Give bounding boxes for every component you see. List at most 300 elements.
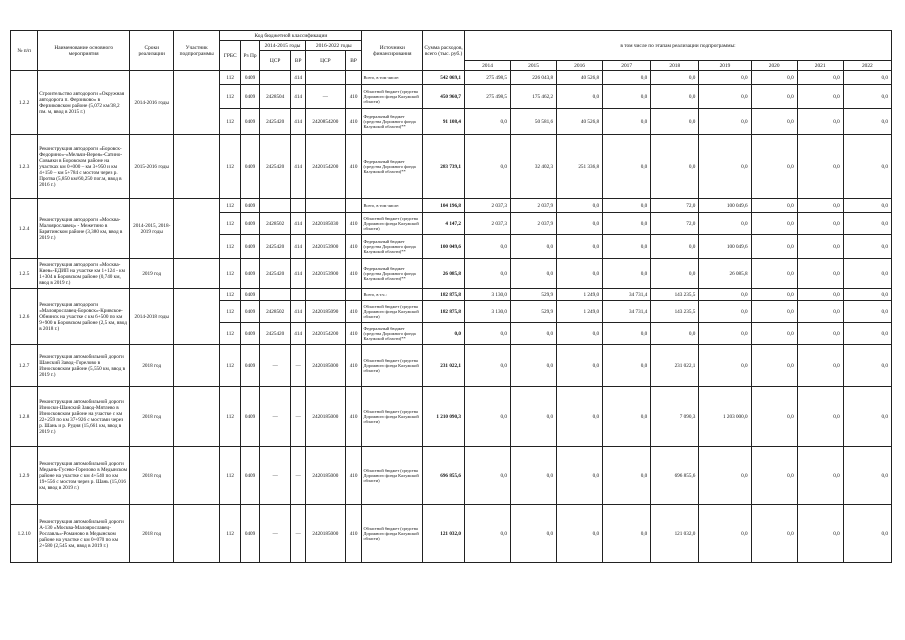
- year-value-2015: 0,0: [511, 387, 557, 447]
- table-body: [11, 71, 892, 563]
- row-number: 1.2.10: [11, 505, 38, 563]
- participant-cell: [174, 135, 220, 199]
- funding-source: Областной бюджет (средства Дорожного фонда Калужской области): [362, 345, 423, 387]
- rzpr-code: 0409: [241, 323, 260, 345]
- row-number: 1.2.3: [11, 135, 38, 199]
- year-value-2014: 2 037,3: [464, 213, 510, 235]
- grbs-code: 112: [220, 135, 241, 199]
- year-value-2021: 0,0: [797, 199, 843, 213]
- year-value-2014: 0,0: [464, 387, 510, 447]
- csr-2016-2022: [305, 199, 345, 213]
- grbs-code: 112: [220, 85, 241, 109]
- grbs-code: 112: [220, 323, 241, 345]
- participant-cell: [174, 289, 220, 345]
- vr-2016-2022: [345, 199, 362, 213]
- year-value-2022: 0,0: [843, 85, 891, 109]
- year-value-2016: 0,0: [557, 323, 603, 345]
- header-stages: в том числе по этапам реализации подпрограммы:: [464, 31, 891, 61]
- year-value-2017: 0,0: [603, 199, 651, 213]
- year-value-2020: 0,0: [751, 323, 797, 345]
- activity-period: 2018 год: [130, 345, 174, 387]
- csr-2016-2022: 2420185000: [305, 345, 345, 387]
- csr-2016-2022: 2420185030: [305, 213, 345, 235]
- funding-source: Всего, в том числе:: [362, 199, 423, 213]
- year-value-2021: 0,0: [797, 235, 843, 259]
- vr-2016-2022: 410: [345, 447, 362, 505]
- table-row: [11, 135, 892, 199]
- csr-2016-2022: 2420153900: [305, 235, 345, 259]
- year-value-2022: 0,0: [843, 387, 891, 447]
- activity-period: 2018 год: [130, 505, 174, 563]
- year-value-2022: 0,0: [843, 135, 891, 199]
- year-value-2020: 0,0: [751, 135, 797, 199]
- vr-2014-2015: 414: [291, 71, 306, 85]
- year-value-2016: 40 526,8: [557, 71, 603, 85]
- year-value-2015: 0,0: [511, 323, 557, 345]
- grbs-code: 112: [220, 109, 241, 135]
- table-row: [11, 259, 892, 289]
- total-sum: 450 960,7: [423, 85, 465, 109]
- table-row: [11, 71, 892, 85]
- activity-period: 2018 год: [130, 447, 174, 505]
- funding-source: Всего, в том числе:: [362, 71, 423, 85]
- total-sum: 100 049,6: [423, 235, 465, 259]
- year-value-2015: 0,0: [511, 235, 557, 259]
- vr-2016-2022: [345, 289, 362, 301]
- participant-cell: [174, 447, 220, 505]
- header-participant: Участник подпрограммы: [174, 31, 220, 71]
- rzpr-code: 0409: [241, 387, 260, 447]
- csr-2016-2022: 2420854200: [305, 109, 345, 135]
- csr-2014-2015: —: [259, 505, 290, 563]
- vr-2014-2015: —: [291, 447, 306, 505]
- header-vr2: ВР: [345, 51, 362, 71]
- year-value-2019: 0,0: [699, 301, 751, 323]
- activity-name: Реконструкция автомобильной дороги А-130 «Москва-Малоярославец-Рославль»-Романово в Медынском районе на участке с км 0+070 по км 2+580 (2,545 км, ввод в 2019 г.): [38, 505, 130, 563]
- year-value-2016: 0,0: [557, 447, 603, 505]
- funding-source: Федеральный бюджет (средства Дорожного фонда Калужской области)**: [362, 259, 423, 289]
- rzpr-code: 0409: [241, 213, 260, 235]
- document-sheet: [10, 30, 892, 563]
- total-sum: 4 147,2: [423, 213, 465, 235]
- vr-2014-2015: 414: [291, 109, 306, 135]
- vr-2014-2015: 414: [291, 323, 306, 345]
- year-value-2022: 0,0: [843, 235, 891, 259]
- rzpr-code: 0409: [241, 199, 260, 213]
- activity-name: Строительство автодороги «Окружная автодорога п. Ферзиково» в Ферзиковском районе (5,072 км/38,2 пм. м, ввод в 2015 г.): [38, 71, 130, 135]
- funding-source: Областной бюджет (средства Дорожного фонда Калужской области): [362, 213, 423, 235]
- year-value-2018: 143 235,5: [651, 301, 699, 323]
- year-value-2019: 100 049,6: [699, 235, 751, 259]
- funding-source: Областной бюджет (средства Дорожного фонда Калужской области): [362, 387, 423, 447]
- year-value-2015: 2 037,9: [511, 213, 557, 235]
- header-year-2017: 2017: [603, 61, 651, 71]
- year-value-2018: 696 855,6: [651, 447, 699, 505]
- rzpr-code: 0409: [241, 259, 260, 289]
- year-value-2017: 0,0: [603, 71, 651, 85]
- year-value-2022: 0,0: [843, 259, 891, 289]
- year-value-2015: 529,9: [511, 301, 557, 323]
- grbs-code: 112: [220, 199, 241, 213]
- year-value-2016: 1 249,0: [557, 301, 603, 323]
- vr-2016-2022: 410: [345, 387, 362, 447]
- csr-2014-2015: —: [259, 345, 290, 387]
- year-value-2016: 0,0: [557, 505, 603, 563]
- year-value-2018: 0,0: [651, 235, 699, 259]
- activity-name: Реконструкция автодороги «Москва-Малоярославец» - Межетино в Барятинском районе (3,380 км, ввод в 2019 г.): [38, 199, 130, 259]
- year-value-2018: 121 032,0: [651, 505, 699, 563]
- year-value-2022: 0,0: [843, 301, 891, 323]
- header-csr1: ЦСР: [259, 51, 290, 71]
- total-sum: 696 855,6: [423, 447, 465, 505]
- year-value-2020: 0,0: [751, 505, 797, 563]
- year-value-2017: 0,0: [603, 259, 651, 289]
- grbs-code: 112: [220, 213, 241, 235]
- year-value-2015: 32 402,3: [511, 135, 557, 199]
- activity-period: 2015-2016 годы: [130, 135, 174, 199]
- year-value-2014: 0,0: [464, 109, 510, 135]
- year-value-2019: 0,0: [699, 447, 751, 505]
- csr-2016-2022: 2420154200: [305, 323, 345, 345]
- year-value-2019: 0,0: [699, 109, 751, 135]
- year-value-2017: 0,0: [603, 109, 651, 135]
- year-value-2014: 275 498,5: [464, 71, 510, 85]
- year-value-2021: 0,0: [797, 387, 843, 447]
- participant-cell: [174, 345, 220, 387]
- year-value-2016: 0,0: [557, 235, 603, 259]
- year-value-2018: 0,0: [651, 259, 699, 289]
- header-period: Сроки реализации: [130, 31, 174, 71]
- activity-period: 2014-2018 годы: [130, 289, 174, 345]
- year-value-2015: 529,9: [511, 289, 557, 301]
- activity-name: Реконструкция автодороги «Москва-Киев»-ЕДИП на участке км 1+124 - км 1+304 в Боровском районе (0,740 км, ввод в 2019 г.): [38, 259, 130, 289]
- participant-cell: [174, 259, 220, 289]
- csr-2016-2022: 2420154200: [305, 135, 345, 199]
- csr-2016-2022: 2420185000: [305, 447, 345, 505]
- csr-2014-2015: 2428504: [259, 85, 290, 109]
- table-row: [11, 387, 892, 447]
- year-value-2017: 34 731,4: [603, 301, 651, 323]
- vr-2014-2015: 414: [291, 85, 306, 109]
- year-value-2018: 0,0: [651, 85, 699, 109]
- year-value-2017: 0,0: [603, 235, 651, 259]
- row-number: 1.2.6: [11, 289, 38, 345]
- header-year-2016: 2016: [557, 61, 603, 71]
- vr-2014-2015: [291, 289, 306, 301]
- header-sum: Сумма расходов, всего (тыс. руб.): [423, 31, 465, 71]
- total-sum: 231 022,1: [423, 345, 465, 387]
- year-value-2015: 226 043,8: [511, 71, 557, 85]
- vr-2014-2015: 414: [291, 213, 306, 235]
- year-value-2019: 0,0: [699, 345, 751, 387]
- year-value-2019: 0,0: [699, 213, 751, 235]
- year-value-2019: 0,0: [699, 71, 751, 85]
- year-value-2016: 0,0: [557, 213, 603, 235]
- row-number: 1.2.7: [11, 345, 38, 387]
- csr-2014-2015: [259, 289, 290, 301]
- csr-2014-2015: —: [259, 447, 290, 505]
- csr-2014-2015: 2425420: [259, 135, 290, 199]
- grbs-code: 112: [220, 301, 241, 323]
- vr-2014-2015: [291, 199, 306, 213]
- header-vr1: ВР: [291, 51, 306, 71]
- grbs-code: 112: [220, 235, 241, 259]
- year-value-2017: 34 731,4: [603, 289, 651, 301]
- table-header: [11, 31, 892, 71]
- rzpr-code: 0409: [241, 235, 260, 259]
- row-number: 1.2.8: [11, 387, 38, 447]
- year-value-2015: 0,0: [511, 505, 557, 563]
- year-value-2015: 50 581,6: [511, 109, 557, 135]
- rzpr-code: 0409: [241, 71, 260, 85]
- activity-name: Реконструкция автодороги «Малоярославец-Боровск»-Кривское-Обнинск на участке с км 6+500 по км 9+900 в Боровском районе (2,5 км, ввод в 2018 г.): [38, 289, 130, 345]
- csr-2016-2022: 2420185090: [305, 301, 345, 323]
- total-sum: 91 108,4: [423, 109, 465, 135]
- year-value-2022: 0,0: [843, 505, 891, 563]
- vr-2016-2022: 410: [345, 505, 362, 563]
- year-value-2018: 0,0: [651, 71, 699, 85]
- rzpr-code: 0409: [241, 135, 260, 199]
- csr-2014-2015: 2425420: [259, 109, 290, 135]
- year-value-2019: 0,0: [699, 289, 751, 301]
- year-value-2014: 0,0: [464, 505, 510, 563]
- row-number: 1.2.2: [11, 71, 38, 135]
- vr-2016-2022: 410: [345, 235, 362, 259]
- year-value-2020: 0,0: [751, 85, 797, 109]
- year-value-2021: 0,0: [797, 135, 843, 199]
- header-year-2021: 2021: [797, 61, 843, 71]
- year-value-2018: 72,0: [651, 213, 699, 235]
- grbs-code: 112: [220, 387, 241, 447]
- year-value-2021: 0,0: [797, 289, 843, 301]
- header-year-2019: 2019: [699, 61, 751, 71]
- year-value-2015: 175 462,2: [511, 85, 557, 109]
- funding-source: Федеральный бюджет (средства Дорожного фонда Калужской области)**: [362, 323, 423, 345]
- year-value-2019: 26 085,8: [699, 259, 751, 289]
- header-year-2015: 2015: [511, 61, 557, 71]
- year-value-2018: 143 235,5: [651, 289, 699, 301]
- year-value-2014: 0,0: [464, 345, 510, 387]
- year-value-2017: 0,0: [603, 447, 651, 505]
- csr-2016-2022: [305, 71, 345, 85]
- year-value-2014: 0,0: [464, 323, 510, 345]
- year-value-2017: 0,0: [603, 505, 651, 563]
- total-sum: 283 739,1: [423, 135, 465, 199]
- total-sum: 542 069,1: [423, 71, 465, 85]
- year-value-2020: 0,0: [751, 289, 797, 301]
- rzpr-code: 0409: [241, 301, 260, 323]
- year-value-2017: 0,0: [603, 323, 651, 345]
- year-value-2020: 0,0: [751, 447, 797, 505]
- participant-cell: [174, 387, 220, 447]
- csr-2016-2022: 2420185000: [305, 387, 345, 447]
- year-value-2020: 0,0: [751, 71, 797, 85]
- year-value-2022: 0,0: [843, 323, 891, 345]
- csr-2016-2022: —: [305, 85, 345, 109]
- year-value-2021: 0,0: [797, 109, 843, 135]
- row-number: 1.2.9: [11, 447, 38, 505]
- csr-2014-2015: 2428502: [259, 213, 290, 235]
- year-value-2015: 0,0: [511, 345, 557, 387]
- vr-2014-2015: 414: [291, 235, 306, 259]
- funding-source: Федеральный бюджет (средства Дорожного фонда Калужской области)**: [362, 135, 423, 199]
- total-sum: 121 032,0: [423, 505, 465, 563]
- rzpr-code: 0409: [241, 447, 260, 505]
- funding-source: Областной бюджет (средства Дорожного фонда Калужской области): [362, 85, 423, 109]
- participant-cell: [174, 505, 220, 563]
- vr-2016-2022: 410: [345, 213, 362, 235]
- rzpr-code: 0409: [241, 289, 260, 301]
- year-value-2020: 0,0: [751, 345, 797, 387]
- year-value-2014: 0,0: [464, 135, 510, 199]
- year-value-2020: 0,0: [751, 199, 797, 213]
- header-name: Наименование основного мероприятия: [38, 31, 130, 71]
- total-sum: 182 875,8: [423, 301, 465, 323]
- activity-name: Реконструкция автодороги «Боровск-Федорино»-«Мельчи-Верея»-Сатино-Совьяки в Боровском районе на участках км 0+000 – км 3+950 и км 4+150 – км 5+784 с мостом через р. Протва (5,850 км/60,250 пог.м, ввод в 2016 г.): [38, 135, 130, 199]
- header-csr2: ЦСР: [305, 51, 345, 71]
- year-value-2020: 0,0: [751, 235, 797, 259]
- year-value-2018: 0,0: [651, 135, 699, 199]
- year-value-2019: 100 049,6: [699, 199, 751, 213]
- year-value-2014: 0,0: [464, 259, 510, 289]
- table-row: [11, 289, 892, 301]
- year-value-2016: 1 249,0: [557, 289, 603, 301]
- year-value-2021: 0,0: [797, 213, 843, 235]
- vr-2016-2022: 410: [345, 323, 362, 345]
- year-value-2021: 0,0: [797, 323, 843, 345]
- year-value-2014: 0,0: [464, 235, 510, 259]
- vr-2016-2022: 410: [345, 135, 362, 199]
- year-value-2015: 0,0: [511, 447, 557, 505]
- year-value-2014: 3 130,0: [464, 289, 510, 301]
- year-value-2022: 0,0: [843, 109, 891, 135]
- header-rzpr: Рз Пр: [241, 41, 260, 71]
- year-value-2015: 0,0: [511, 259, 557, 289]
- program-activities-table: [10, 30, 892, 563]
- funding-source: Всего, в т.ч.:: [362, 289, 423, 301]
- year-value-2022: 0,0: [843, 199, 891, 213]
- rzpr-code: 0409: [241, 85, 260, 109]
- year-value-2015: 2 037,9: [511, 199, 557, 213]
- header-year-2022: 2022: [843, 61, 891, 71]
- participant-cell: [174, 71, 220, 135]
- rzpr-code: 0409: [241, 109, 260, 135]
- year-value-2017: 0,0: [603, 345, 651, 387]
- vr-2016-2022: 410: [345, 109, 362, 135]
- year-value-2016: 0,0: [557, 85, 603, 109]
- vr-2014-2015: —: [291, 345, 306, 387]
- header-year-2014: 2014: [464, 61, 510, 71]
- year-value-2014: 2 037,3: [464, 199, 510, 213]
- vr-2014-2015: 414: [291, 135, 306, 199]
- vr-2014-2015: 414: [291, 301, 306, 323]
- year-value-2016: 40 526,8: [557, 109, 603, 135]
- year-value-2021: 0,0: [797, 345, 843, 387]
- year-value-2017: 0,0: [603, 213, 651, 235]
- funding-source: Областной бюджет (средства Дорожного фонда Калужской области): [362, 447, 423, 505]
- year-value-2019: 1 203 000,0: [699, 387, 751, 447]
- csr-2014-2015: 2425420: [259, 235, 290, 259]
- grbs-code: 112: [220, 447, 241, 505]
- year-value-2014: 275 498,5: [464, 85, 510, 109]
- year-value-2022: 0,0: [843, 71, 891, 85]
- csr-2014-2015: 2428502: [259, 301, 290, 323]
- year-value-2020: 0,0: [751, 387, 797, 447]
- year-value-2022: 0,0: [843, 213, 891, 235]
- year-value-2018: 7 090,3: [651, 387, 699, 447]
- year-value-2020: 0,0: [751, 259, 797, 289]
- year-value-2018: 72,0: [651, 199, 699, 213]
- grbs-code: 112: [220, 505, 241, 563]
- year-value-2021: 0,0: [797, 71, 843, 85]
- total-sum: 182 875,8: [423, 289, 465, 301]
- activity-period: 2018 год: [130, 387, 174, 447]
- year-value-2019: 0,0: [699, 505, 751, 563]
- vr-2014-2015: —: [291, 505, 306, 563]
- year-value-2022: 0,0: [843, 345, 891, 387]
- year-value-2014: 3 130,0: [464, 301, 510, 323]
- year-value-2019: 0,0: [699, 135, 751, 199]
- year-value-2018: 0,0: [651, 323, 699, 345]
- year-value-2022: 0,0: [843, 447, 891, 505]
- grbs-code: 112: [220, 259, 241, 289]
- rzpr-code: 0409: [241, 345, 260, 387]
- table-row: [11, 199, 892, 213]
- year-value-2016: 0,0: [557, 199, 603, 213]
- header-code: Код бюджетной классификации: [220, 31, 362, 41]
- vr-2016-2022: [345, 71, 362, 85]
- activity-period: 2014-2015, 2018-2019 годы: [130, 199, 174, 259]
- csr-2014-2015: —: [259, 387, 290, 447]
- total-sum: 26 085,8: [423, 259, 465, 289]
- grbs-code: 112: [220, 345, 241, 387]
- vr-2016-2022: 410: [345, 345, 362, 387]
- vr-2016-2022: 410: [345, 301, 362, 323]
- rzpr-code: 0409: [241, 505, 260, 563]
- funding-source: Федеральный бюджет (средства Дорожного фонда Калужской области)**: [362, 109, 423, 135]
- total-sum: 0,0: [423, 323, 465, 345]
- header-grbs: ГРБС: [220, 41, 241, 71]
- row-number: 1.2.4: [11, 199, 38, 259]
- csr-2014-2015: [259, 71, 290, 85]
- funding-source: Федеральный бюджет (средства Дорожного фонда Калужской области)**: [362, 235, 423, 259]
- vr-2014-2015: 414: [291, 259, 306, 289]
- table-row: [11, 447, 892, 505]
- activity-name: Реконструкция автомобильной дороги Медынь-Гусево-Горелово в Медынском районе на участке с км 4+540 по км 19+556 с мостом через р. Шань (15,016 км, ввод в 2019 г.): [38, 447, 130, 505]
- year-value-2019: 0,0: [699, 323, 751, 345]
- year-value-2018: 231 022,1: [651, 345, 699, 387]
- vr-2016-2022: 410: [345, 259, 362, 289]
- activity-name: Реконструкция автомобильной дороги Шанский Завод–Горелово в Износковском районе (5,550 км, ввод в 2019 г.): [38, 345, 130, 387]
- header-no: № п/п: [11, 31, 38, 71]
- row-number: 1.2.5: [11, 259, 38, 289]
- year-value-2021: 0,0: [797, 259, 843, 289]
- year-value-2022: 0,0: [843, 289, 891, 301]
- csr-2014-2015: [259, 199, 290, 213]
- year-value-2020: 0,0: [751, 213, 797, 235]
- year-value-2016: 0,0: [557, 345, 603, 387]
- participant-cell: [174, 199, 220, 259]
- year-value-2021: 0,0: [797, 301, 843, 323]
- csr-2014-2015: 2425420: [259, 323, 290, 345]
- funding-source: Областной бюджет (средства Дорожного фонда Калужской области): [362, 301, 423, 323]
- year-value-2018: 0,0: [651, 109, 699, 135]
- activity-name: Реконструкция автомобильной дороги Износки-Шанский Завод-Мятлево в Износковском районе на участке с км 22+259 по км 37+926 с мостами через р. Шань и р. Рудня (15,661 км, ввод в 2019 г.): [38, 387, 130, 447]
- header-2016-2022: 2016-2022 годы: [305, 41, 361, 51]
- header-2014-2015: 2014-2015 годы: [259, 41, 305, 51]
- year-value-2014: 0,0: [464, 447, 510, 505]
- vr-2014-2015: —: [291, 387, 306, 447]
